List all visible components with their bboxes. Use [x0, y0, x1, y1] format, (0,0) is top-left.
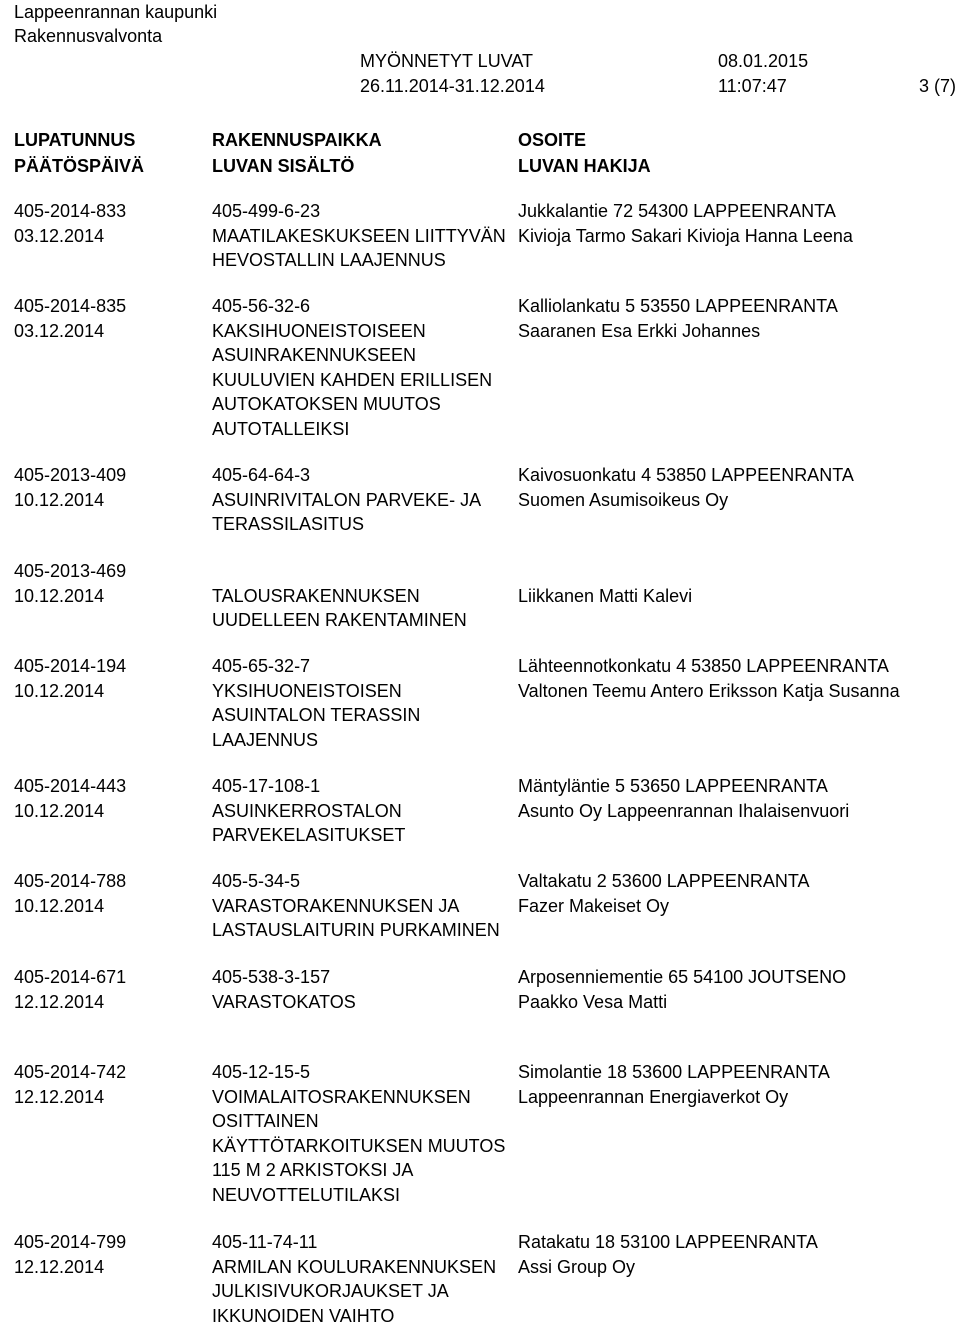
applicant-name: Asunto Oy Lappeenrannan Ihalaisenvuori [518, 800, 850, 821]
site-address: Valtakatu 2 53600 LAPPEENRANTA [518, 871, 810, 891]
permit-number: 405-2014-835 [14, 296, 127, 316]
site-address: Jukkalantie 72 54300 LAPPEENRANTA [518, 201, 836, 221]
permit-content-line: KAKSIHUONEISTOISEEN [212, 320, 426, 341]
applicant-name: Valtonen Teemu Antero Eriksson Katja Susanna [518, 680, 900, 701]
permit-content-line: ASUINRAKENNUKSEEN [212, 345, 417, 366]
building-site-id: 405-17-108-1 [212, 776, 321, 796]
permit-content-line: MAATILAKESKUKSEEN LIITTYVÄN [212, 225, 506, 246]
building-site-id: 405-499-6-23 [212, 201, 321, 221]
decision-date: 10.12.2014 [14, 585, 105, 606]
permit-site-column [212, 463, 481, 537]
building-site-id: 405-11-74-11 [212, 1232, 318, 1252]
permit-content-line: ASUINKERROSTALON [212, 800, 402, 821]
site-address: Simolantie 18 53600 LAPPEENRANTA [518, 1062, 830, 1082]
site-address: Kalliolankatu 5 53550 LAPPEENRANTA [518, 296, 838, 316]
permit-number: 405-2014-671 [14, 967, 127, 987]
building-site-id: 405-65-32-7 [212, 656, 311, 676]
decision-date: 10.12.2014 [14, 489, 105, 510]
applicant-name: Lappeenrannan Energiaverkot Oy [518, 1086, 789, 1107]
site-address: Mäntyläntie 5 53650 LAPPEENRANTA [518, 776, 828, 796]
site-address [518, 559, 692, 584]
col-date-header: PÄÄTÖSPÄIVÄ [14, 156, 145, 176]
permit-content-line: TALOUSRAKENNUKSEN [212, 585, 420, 606]
permit-content-line: AUTOTALLEIKSI [212, 418, 350, 439]
permit-id-column [14, 1060, 126, 1109]
permit-content-line: ARMILAN KOULURAKENNUKSEN [212, 1256, 497, 1277]
building-site-id: 405-12-15-5 [212, 1062, 311, 1082]
permit-site-column [212, 1060, 505, 1208]
permit-content-line: LASTAUSLAITURIN PURKAMINEN [212, 920, 500, 941]
permit-address-column [518, 1230, 818, 1279]
applicant-name: Paakko Vesa Matti [518, 991, 668, 1012]
permit-site-column [212, 965, 356, 1014]
building-site-id: 405-64-64-3 [212, 465, 311, 485]
permit-address-column [518, 463, 854, 512]
permit-address-column [518, 294, 838, 343]
permit-content-line: KÄYTTÖTARKOITUKSEN MUUTOS [212, 1135, 506, 1156]
permit-address-column [518, 774, 849, 823]
permit-id-column [14, 463, 126, 512]
decision-date: 03.12.2014 [14, 320, 105, 341]
permit-number: 405-2014-833 [14, 201, 127, 221]
applicant-name: Fazer Makeiset Oy [518, 895, 670, 916]
permit-id-column [14, 294, 126, 343]
permit-address-column [518, 199, 853, 248]
permit-address-column [518, 654, 900, 703]
applicant-name: Suomen Asumisoikeus Oy [518, 489, 729, 510]
permit-id-column [14, 774, 126, 823]
permit-id-column [14, 965, 126, 1014]
permit-site-column [212, 654, 420, 752]
decision-date: 12.12.2014 [14, 1086, 105, 1107]
applicant-name: Saaranen Esa Erkki Johannes [518, 320, 761, 341]
permit-number: 405-2013-469 [14, 561, 127, 581]
permit-content-line: YKSIHUONEISTOISEN [212, 680, 402, 701]
permit-number: 405-2014-742 [14, 1062, 127, 1082]
page-number: 3 (7) [918, 76, 956, 96]
decision-date: 10.12.2014 [14, 680, 105, 701]
permit-number: 405-2014-788 [14, 871, 127, 891]
org-name: Lappeenrannan kaupunki [14, 2, 218, 22]
col-permit-header: LUPATUNNUS [14, 130, 136, 150]
report-header-org [14, 0, 217, 48]
permit-address-column [518, 869, 810, 918]
permit-id-column [14, 869, 126, 918]
permit-content-line: ASUINRIVITALON PARVEKE- JA [212, 489, 482, 510]
permit-content-line: UUDELLEEN RAKENTAMINEN [212, 610, 467, 631]
applicant-name: Assi Group Oy [518, 1256, 636, 1277]
permit-id-column [14, 1230, 126, 1279]
print-date: 08.01.2015 [718, 51, 809, 71]
building-site-id: 405-56-32-6 [212, 296, 311, 316]
report-period: 26.11.2014-31.12.2014 [360, 76, 545, 96]
decision-date: 10.12.2014 [14, 800, 105, 821]
site-address: Ratakatu 18 53100 LAPPEENRANTA [518, 1232, 818, 1252]
permit-content-line: JULKISIVUKORJAUKSET JA [212, 1281, 449, 1302]
permit-content-line: TERASSILASITUS [212, 514, 365, 535]
building-site-id: 405-538-3-157 [212, 967, 331, 987]
permit-number: 405-2014-194 [14, 656, 127, 676]
decision-date: 12.12.2014 [14, 991, 105, 1012]
col-applicant-header: LUVAN HAKIJA [518, 156, 651, 176]
decision-date: 12.12.2014 [14, 1256, 105, 1277]
building-site-id: 405-5-34-5 [212, 871, 301, 891]
permit-content-line: OSITTAINEN [212, 1111, 319, 1132]
site-address: Kaivosuonkatu 4 53850 LAPPEENRANTA [518, 465, 854, 485]
permit-site-column [212, 294, 492, 442]
col-address-header: OSOITE [518, 130, 587, 150]
department-name: Rakennusvalvonta [14, 26, 163, 46]
applicant-name: Liikkanen Matti Kalevi [518, 585, 693, 606]
site-address: Lähteennotkonkatu 4 53850 LAPPEENRANTA [518, 656, 889, 676]
report-title: MYÖNNETYT LUVAT [360, 51, 534, 71]
permit-site-column [212, 869, 500, 943]
permit-address-column [518, 965, 846, 1014]
decision-date: 10.12.2014 [14, 895, 105, 916]
permit-content-line: VARASTORAKENNUKSEN JA [212, 895, 460, 916]
col-site-header: RAKENNUSPAIKKA [212, 130, 382, 150]
applicant-name: Kivioja Tarmo Sakari Kivioja Hanna Leena [518, 225, 853, 246]
permit-site-column [212, 559, 467, 633]
permit-content-line: VARASTOKATOS [212, 991, 356, 1012]
permit-site-column [212, 199, 506, 273]
permit-content-line: ASUINTALON TERASSIN [212, 705, 421, 726]
permit-id-column [14, 199, 126, 248]
col-content-header: LUVAN SISÄLTÖ [212, 156, 355, 176]
permit-number: 405-2013-409 [14, 465, 127, 485]
permit-site-column [212, 1230, 496, 1328]
permit-content-line: NEUVOTTELUTILAKSI [212, 1184, 401, 1205]
permit-id-column [14, 559, 126, 608]
decision-date: 03.12.2014 [14, 225, 105, 246]
building-site-id [212, 559, 467, 584]
permit-content-line: IKKUNOIDEN VAIHTO [212, 1305, 395, 1326]
permit-content-line: AUTOKATOKSEN MUUTOS [212, 394, 441, 415]
print-time: 11:07:47 [718, 76, 787, 96]
permit-number: 405-2014-799 [14, 1232, 127, 1252]
permit-content-line: HEVOSTALLIN LAAJENNUS [212, 250, 446, 271]
site-address: Arposenniementie 65 54100 JOUTSENO [518, 967, 847, 987]
permit-site-column [212, 774, 405, 848]
permit-id-column [14, 654, 126, 703]
permit-number: 405-2014-443 [14, 776, 127, 796]
permit-content-line: VOIMALAITOSRAKENNUKSEN [212, 1086, 471, 1107]
permit-content-line: KUULUVIEN KAHDEN ERILLISEN [212, 369, 493, 390]
permit-content-line: LAAJENNUS [212, 729, 319, 750]
permit-content-line: 115 M 2 ARKISTOKSI JA [212, 1160, 414, 1181]
permit-address-column [518, 559, 692, 608]
permit-address-column [518, 1060, 830, 1109]
permit-content-line: PARVEKELASITUKSET [212, 825, 406, 846]
